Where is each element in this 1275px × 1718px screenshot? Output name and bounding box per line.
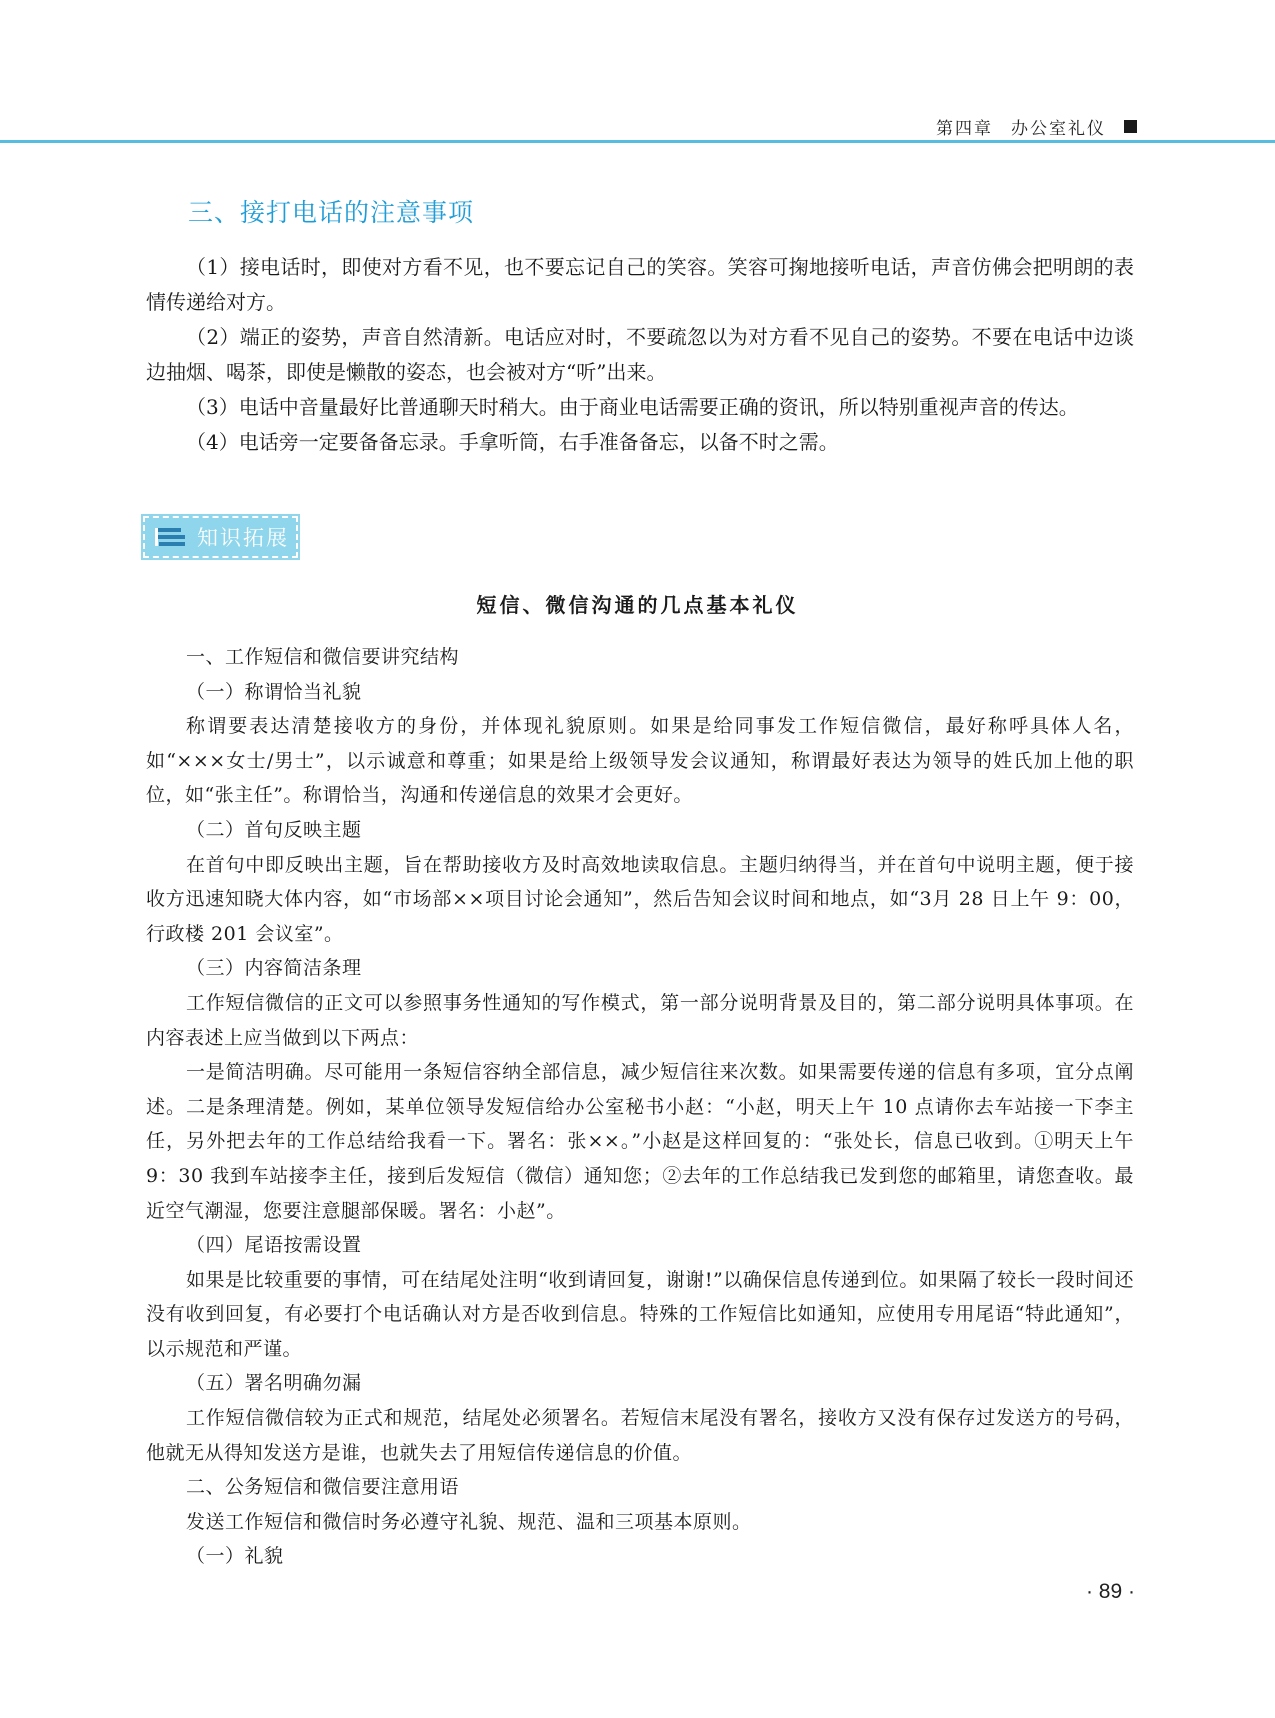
subheading: （三）内容简洁条理 — [186, 957, 362, 980]
paragraph: 一是简洁明确。尽可能用一条短信容纳全部信息，减少短信往来次数。如果需要传递的信息有多项，宜分点阐述。二是条理清楚。例如，某单位领导发短信给办公室秘书小赵：“小赵，明天上午 10 点请你去车站接一下李主任，另外把去年的工作总结给我看一下。署名：张××。”小赵是这样回复的：“张处长，信息已收到。①明天上午 9：30 我到车站接李主任，接到后发短信（微信）通知您；②去年的工作总结我已发到您的邮箱里，请您查收。最近空气潮湿，您要注意腿部保暖。署名：小赵”。 — [146, 1061, 1134, 1222]
knowledge-extension-badge — [143, 516, 298, 558]
subheading: 二、公务短信和微信要注意用语 — [186, 1476, 460, 1499]
section-title: 三、接打电话的注意事项 — [188, 198, 475, 227]
chapter-title: 办公室礼仪 — [1011, 119, 1106, 139]
running-head — [936, 114, 1137, 139]
section-body — [146, 250, 1134, 460]
paragraph: （4）电话旁一定要备备忘录。手拿听筒，右手准备备忘，以备不时之需。 — [186, 430, 839, 454]
paragraph: （2）端正的姿势，声音自然清新。电话应对时，不要疏忽以为对方看不见自己的姿势。不要在电话中边谈边抽烟、喝茶，即使是懒散的姿态，也会被对方“听”出来。 — [146, 325, 1134, 384]
badge-label: 知识拓展 — [197, 526, 289, 550]
subheading: （四）尾语按需设置 — [186, 1234, 362, 1257]
extension-title: 短信、微信沟通的几点基本礼仪 — [476, 593, 799, 617]
paragraph: 如果是比较重要的事情，可在结尾处注明“收到请回复，谢谢!”以确保信息传递到位。如果隔了较长一段时间还没有收到回复，有必要打个电话确认对方是否收到信息。特殊的工作短信比如通知，应使用专用尾语“特此通知”，以示规范和严谨。 — [146, 1268, 1134, 1360]
book-icon — [153, 524, 189, 550]
paragraph: （3）电话中音量最好比普通聊天时稍大。由于商业电话需要正确的资讯，所以特别重视声音的传达。 — [186, 395, 1079, 419]
subheading: （五）署名明确勿漏 — [186, 1372, 362, 1395]
paragraph: 工作短信微信的正文可以参照事务性通知的写作模式，第一部分说明背景及目的，第二部分说明具体事项。在内容表述上应当做到以下两点： — [146, 991, 1134, 1049]
paragraph: 发送工作短信和微信时务必遵守礼貌、规范、温和三项基本原则。 — [186, 1510, 752, 1533]
subheading: （二）首句反映主题 — [186, 818, 362, 841]
extension-body — [146, 640, 1134, 1574]
subheading: （一）礼貌 — [186, 1545, 284, 1568]
subheading: 一、工作短信和微信要讲究结构 — [186, 646, 460, 668]
square-marker-icon — [1124, 120, 1137, 133]
page-number: · 89 · — [1085, 1580, 1135, 1603]
paragraph: 在首句中即反映出主题，旨在帮助接收方及时高效地读取信息。主题归纳得当，并在首句中说明主题，便于接收方迅速知晓大体内容，如“市场部××项目讨论会通知”，然后告知会议时间和地点，如“3月 28 日上午 9：00，行政楼 201 会议室”。 — [146, 853, 1134, 945]
paragraph: 称谓要表达清楚接收方的身份，并体现礼貌原则。如果是给同事发工作短信微信，最好称呼具体人名，如“×××女士/男士”，以示诚意和尊重；如果是给上级领导发会议通知，称谓最好表达为领导的姓氏加上他的职位，如“张主任”。称谓恰当，沟通和传递信息的效果才会更好。 — [146, 715, 1134, 807]
chapter-label: 第四章 — [936, 119, 993, 139]
subheading: （一）称谓恰当礼貌 — [186, 680, 362, 703]
header-rule — [0, 140, 1275, 143]
paragraph: 工作短信微信较为正式和规范，结尾处必须署名。若短信末尾没有署名，接收方又没有保存过发送方的号码，他就无从得知发送方是谁，也就失去了用短信传递信息的价值。 — [146, 1407, 1134, 1464]
paragraph: （1）接电话时，即使对方看不见，也不要忘记自己的笑容。笑容可掬地接听电话，声音仿佛会把明朗的表情传递给对方。 — [146, 255, 1134, 314]
